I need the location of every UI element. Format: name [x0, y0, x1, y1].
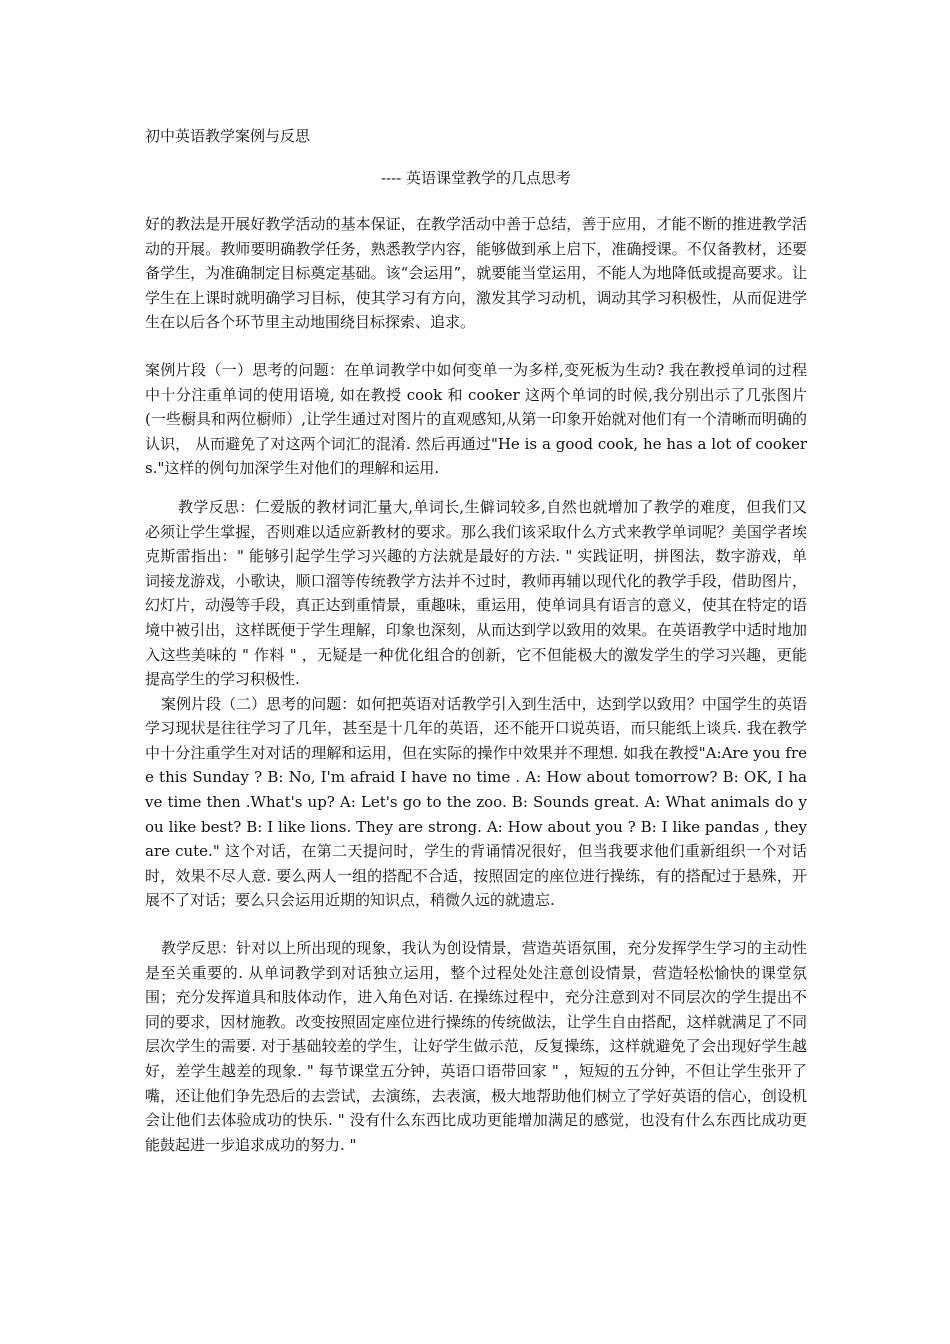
paragraph-intro: 好的教法是开展好教学活动的基本保证，在教学活动中善于总结，善于应用，才能不断的推进教学活动的开展。教师要明确教学任务，熟悉教学内容，能够做到承上启下，准确授课。不仅备教材，还要备学生，为准确制定目标奠定基础。该“会运用”，就要能当堂运用，不能人为地降低或提高要求。让学生在上课时就明确学习目标，使其学习有方向，激发其学习动机，调动其学习积极性，从而促进学生在以后各个环节里主动地围绕目标探索、追求。	[145, 215, 807, 332]
paragraph-case-1: 案例片段（一）思考的问题：在单词教学中如何变单一为多样,变死板为生动? 我在教授单词的过程中十分注重单词的使用语境, 如在教授 cook 和 cooker 这两个单词的时候,我分别出示了几张图片(一些橱具和两位橱师）,让学生通过对图片的直观感知,从第一印象开始就对他们有一个清晰而明确的认识， 从而避免了对这两个词汇的混淆. 然后再通过"He is a good cook, he has a lot of cookers."这样的例句加深学生对他们的理解和运用.	[145, 360, 807, 478]
document-title: 初中英语教学案例与反思	[145, 127, 311, 145]
paragraph-reflection-1: 教学反思：仁爱版的教材词汇量大,单词长,生僻词较多,自然也就增加了教学的难度，但我们又必须让学生掌握，否则难以适应新教材的要求。那么我们该采取什么方式来教学单词呢？美国学者埃克斯雷指出：" 能够引起学生学习兴趣的方法就是最好的方法. " 实践证明，拼图法，数字游戏，单词接龙游戏，小歌诀，顺口溜等传统教学方法并不过时，教师再辅以现代化的教学手段，借助图片，幻灯片，动漫等手段，真正达到重情景，重趣味，重运用，使单词具有语言的意义，使其在特定的语境中被引出，这样既便于学生理解，印象也深刻，从而达到学以致用的效果。在英语教学中适时地加入这些美味的 " 作料 " ，无疑是一种优化组合的创新，它不但能极大的激发学生的学习兴趣，更能提高学生的学习积极性.	[145, 497, 807, 689]
paragraph-case-2: 案例片段（二）思考的问题：如何把英语对话教学引入到生活中，达到学以致用？中国学生的英语学习现状是往往学习了几年，甚至是十几年的英语，还不能开口说英语，而只能纸上谈兵. 我在教学中十分注重学生对对话的理解和运用，但在实际的操作中效果并不理想. 如我在教授"A:Are you free this Sunday ? B: No, I'm afraid I have no time . A: How about tomorrow? B: OK, I have time then .What's up? A: Let's go to the zoo. B: Sounds great. A: What animals do you like best? B: I like lions. They are strong. A: How about you ? B: I like pandas , they are cute." 这个对话，在第二天提问时，学生的背诵情况很好，但当我要求他们重新组织一个对话时，效果不尽人意. 要么两人一组的搭配不合适，按照固定的座位进行操练，有的搭配过于悬殊，开展不了对话；要么只会运用近期的知识点，稍微久远的就遗忘.	[145, 694, 807, 910]
document-page	[145, 124, 807, 1157]
document-subtitle: ---- 英语课堂教学的几点思考	[380, 169, 572, 187]
paragraph-reflection-2: 教学反思：针对以上所出现的现象，我认为创设情景，营造英语氛围，充分发挥学生学习的主动性是至关重要的. 从单词教学到对话独立运用，整个过程处处注意创设情景，营造轻松愉快的课堂氛围；充分发挥道具和肢体动作，进入角色对话. 在操练过程中，充分注意到对不同层次的学生提出不同的要求，因材施教。改变按照固定座位进行操练的传统做法，让学生自由搭配，这样就满足了不同层次学生的需要. 对于基础较差的学生，让好学生做示范，反复操练，这样就避免了会出现好学生越好，差学生越差的现象. " 每节课堂五分钟，英语口语带回家 " ，短短的五分钟，不但让学生张开了嘴，还让他们争先恐后的去尝试，去演练，去表演，极大地帮助他们树立了学好英语的信心，创设机会让他们去体验成功的快乐. " 没有什么东西比成功更能增加满足的感觉，也没有什么东西比成功更能鼓起进一步追求成功的努力. "	[145, 939, 807, 1154]
